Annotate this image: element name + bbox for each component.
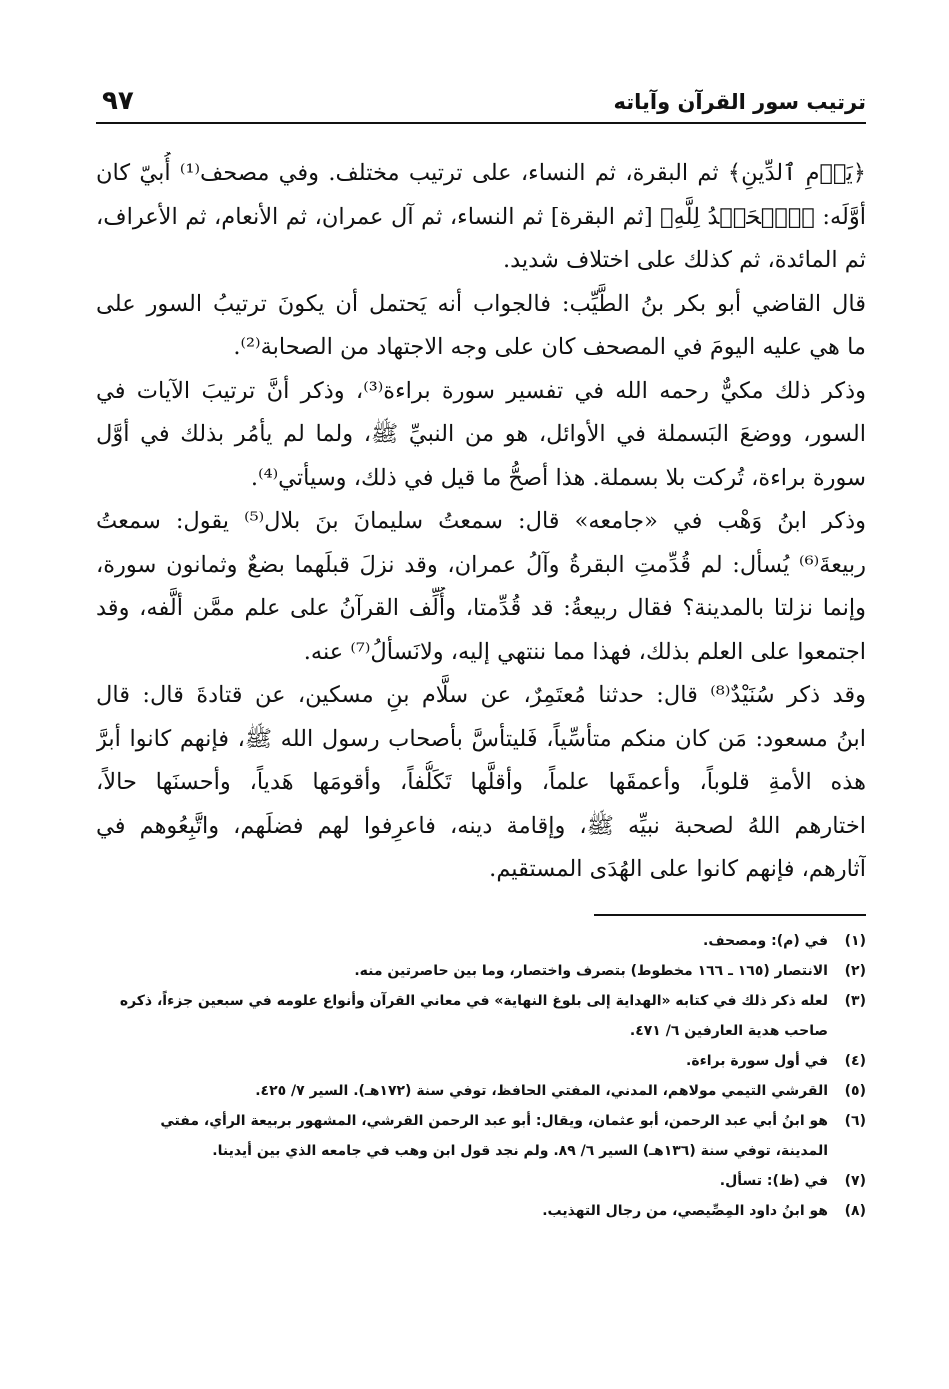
footnote	[96, 1046, 866, 1076]
paragraph	[96, 283, 866, 370]
footnote-number: (٤)	[844, 1052, 866, 1069]
footnote-text: لعله ذكر ذلك في كتابه «الهداية إلى بلوغ النهاية» في معاني القرآن وأنواع علومه في سبعين جزءاً، ذكره	[119, 992, 828, 1009]
text-line: ما هي عليه اليومَ في المصحف كان على وجه الاجتهاد من الصحابة⁽²⁾.	[233, 334, 866, 360]
footnotes	[96, 926, 866, 1226]
footnote-text: المدينة، توفي سنة (١٣٦هـ) السير ٦/ ٨٩. ولم نجد قول ابن وهب في جامعه الذي بين أيدينا.	[212, 1142, 828, 1159]
text-line: اختارهم اللهُ لصحبة نبيِّه ﷺ، وإقامة دينه، فاعرِفوا لهم فضلَهم، واتَّبِعُوهم في	[96, 812, 866, 839]
footnote-text: في (ظ): تسأل.	[719, 1172, 828, 1189]
footnote	[96, 1166, 866, 1196]
text-line: وقد ذكر سُنَيْدٌ⁽⁸⁾ قال: حدثنا مُعتَمِرٌ، عن سلَّام بنِ مسكين، عن قتادةَ قال: قال	[96, 682, 866, 708]
text-line: سورة براءة، تُركت بلا بسملة. هذا أصحُّ ما قيل في ذلك، وسيأتي⁽⁴⁾.	[250, 464, 866, 491]
footnote-number: (٨)	[844, 1202, 866, 1219]
footnote-number: (٦)	[844, 1112, 866, 1129]
text-line: آثارهم، فإنهم كانوا على الهُدَى المستقيم.	[489, 856, 866, 882]
paragraph	[96, 500, 866, 674]
text-line: هذه الأمةِ قلوباً، وأعمقَها علماً، وأقلَّها تَكَلُّفاً، وأقومَها هَدياً، وأحسنَها حالاً،	[96, 769, 866, 795]
page-number: ٩٧	[102, 86, 134, 116]
text-line: ثم المائدة، ثم كذلك على اختلاف شديد.	[502, 247, 866, 273]
footnote	[96, 926, 866, 956]
footnote-text: القرشي التيمي مولاهم، المدني، المفتي الحافظ، توفي سنة (١٧٢هـ). السير ٧/ ٤٢٥.	[255, 1082, 828, 1099]
text-line: ابنُ مسعود: مَن كان منكم متأسِّياً، فَليتأسَّ بأصحاب رسول الله ﷺ، فإنهم كانوا أبرَّ	[96, 725, 866, 752]
book-page	[96, 86, 866, 1346]
footnote-text: في أول سورة براءة.	[686, 1052, 828, 1069]
text-line: ﴿يَوۡمِ ٱلدِّينِ﴾ ثم البقرة، ثم النساء، على ترتيب مختلف. وفي مصحف⁽¹⁾ أُبيّ كان	[96, 160, 866, 186]
footnote	[96, 986, 866, 1046]
footnote	[96, 1196, 866, 1226]
text-line: أوَّلَه: ﴿ٱلۡحَمۡدُ لِلَّهِ﴾ [ثم البقرة] ثم النساء، ثم آل عمران، ثم الأنعام، ثم الأعراف،	[96, 203, 866, 230]
footnote-text: في (م): ومصحف.	[703, 932, 828, 949]
footnote-number: (٣)	[844, 992, 866, 1009]
footnote-text: الانتصار (١٦٥ ـ ١٦٦ مخطوط) بتصرف واختصار، وما بين حاصرتين منه.	[354, 962, 828, 979]
footnote-text: صاحب هدية العارفين ٦/ ٤٧١.	[629, 1022, 828, 1039]
page-header	[96, 86, 866, 124]
text-line: وذكر ذلك مكيٌّ رحمه الله في تفسير سورة براءة⁽³⁾، وذكر أنَّ ترتيبَ الآيات في	[96, 377, 866, 404]
footnote-number: (٧)	[844, 1172, 866, 1189]
footnote-text: هو ابنُ أبي عبد الرحمن، أبو عثمان، ويقال: أبو عبد الرحمن القرشي، المشهور بربيعة الرأي، مفتي	[160, 1112, 828, 1129]
text-line: السور، ووضعَ البَسملة في الأوائل، هو من النبيِّ ﷺ، ولما لم يأمُر بذلك في أوَّل	[96, 421, 866, 447]
main-text	[96, 152, 866, 892]
text-line: وذكر ابنُ وَهْب في «جامعه» قال: سمعتُ سليمانَ بنَ بلال⁽⁵⁾ يقول: سمعتُ	[96, 508, 866, 534]
text-line: اجتمعوا على العلم بذلك، فهذا مما ننتهي إليه، ولانَسألُ⁽⁷⁾ عنه.	[303, 638, 866, 665]
paragraph	[96, 674, 866, 892]
footnote	[96, 1076, 866, 1106]
footnote-number: (٥)	[844, 1082, 866, 1099]
paragraph	[96, 152, 866, 283]
footnote-separator	[594, 914, 866, 916]
running-title: ترتيب سور القرآن وآياته	[613, 90, 866, 114]
footnote	[96, 1106, 866, 1166]
footnote-text: هو ابنُ داود المِصِّيصي، من رجال التهذيب.	[542, 1202, 828, 1219]
text-line: وإنما نزلتا بالمدينة؟ فقال ربيعةُ: قد قُدِّمتا، وأُلِّف القرآنُ على علم ممَّن ألَّفه، وقد	[96, 595, 866, 621]
text-line: قال القاضي أبو بكر بنُ الطَّيِّب: فالجواب أنه يَحتمل أن يكونَ ترتيبُ السور على	[96, 290, 866, 317]
footnote-number: (١)	[844, 932, 866, 949]
footnote	[96, 956, 866, 986]
paragraph	[96, 370, 866, 501]
footnote-number: (٢)	[844, 962, 866, 979]
text-line: ربيعةَ⁽⁶⁾ يُسأل: لم قُدِّمتِ البقرةُ وآلُ عمران، وقد نزلَ قبلَهما بضعٌ وثمانون سورة،	[96, 551, 866, 578]
